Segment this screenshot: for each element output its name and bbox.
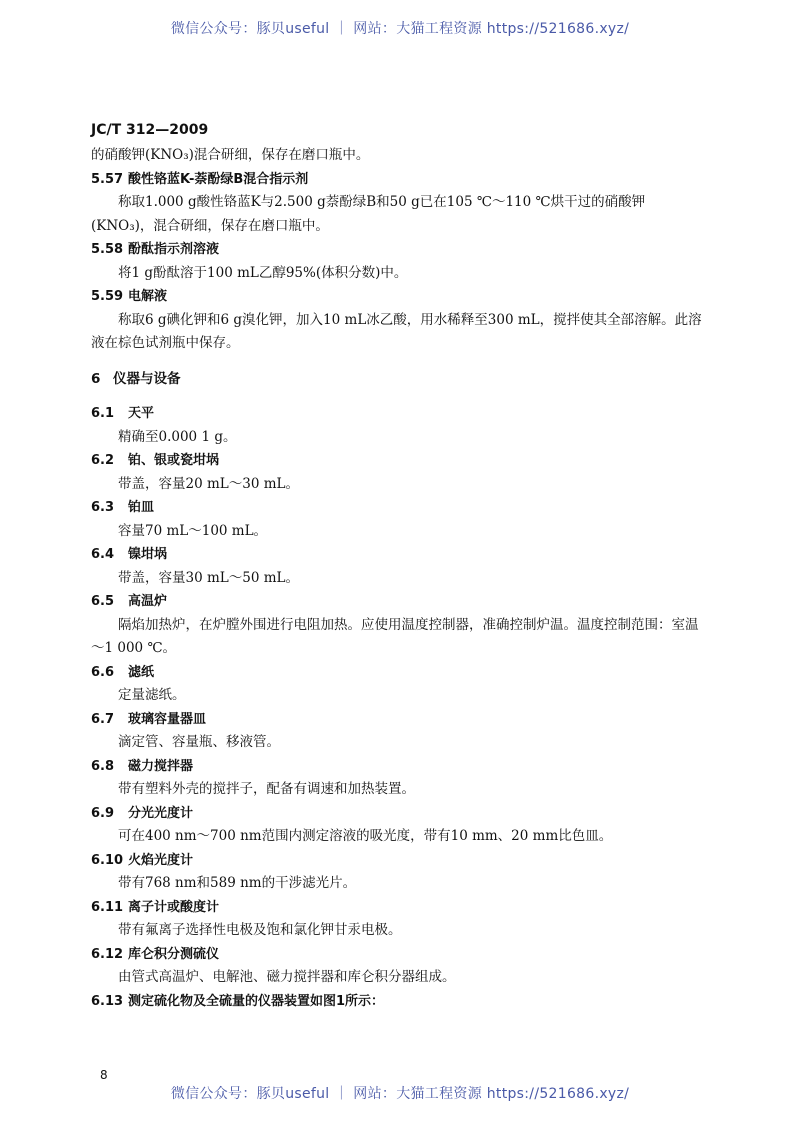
clause-heading xyxy=(91,896,721,920)
paragraph-line: (KNO₃)，混合研细，保存在磨口瓶中。 xyxy=(91,217,329,234)
clause-title: 火焰光度计 xyxy=(128,852,194,868)
clause-title: 玻璃容量器皿 xyxy=(128,711,207,727)
clause-title: 铂、银或瓷坩埚 xyxy=(128,453,220,468)
clause-number: 6.11 xyxy=(91,899,124,915)
watermark-top: 微信公众号：豚贝useful ｜ 网站：大猫工程资源 https://521686.xyz/ xyxy=(170,21,630,37)
clause-number: 6.9 xyxy=(91,805,115,821)
paragraph-line: 带有768 nm和589 nm的干涉滤光片。 xyxy=(118,875,357,891)
clause-heading xyxy=(91,238,721,262)
watermark-bottom: 微信公众号：豚贝useful ｜ 网站：大猫工程资源 https://521686.xyz/ xyxy=(170,1086,630,1102)
clause-number: 6.3 xyxy=(91,500,115,515)
clause-heading xyxy=(91,802,721,826)
paragraph-line: 定量滤纸。 xyxy=(118,687,186,703)
paragraph-line: 带有塑料外壳的搅拌子，配备有调速和加热装置。 xyxy=(118,781,415,797)
clause-heading xyxy=(91,590,721,614)
clause-heading xyxy=(91,849,721,873)
clause-number: 6.7 xyxy=(91,711,115,727)
clause-number: 5.59 xyxy=(91,289,124,304)
paragraph-line: ～1 000 ℃。 xyxy=(91,640,177,656)
paragraph-line: 称取6 g碘化钾和6 g溴化钾，加入10 mL冰乙酸，用水稀释至300 mL，搅拌使其全部溶解。此溶 xyxy=(118,311,702,328)
clause-title: 电解液 xyxy=(128,289,168,304)
clause-title: 磁力搅拌器 xyxy=(128,758,194,774)
clause-title: 库仑积分测硫仪 xyxy=(128,946,220,962)
clause-title: 滤纸 xyxy=(128,664,155,680)
clause-number: 5.57 xyxy=(91,171,124,187)
clause-number: 5.58 xyxy=(91,242,124,257)
paragraph-line: 容量70 mL～100 mL。 xyxy=(118,522,268,539)
clause-number: 6.1 xyxy=(91,406,115,421)
clause-number: 6.13 xyxy=(91,993,124,1009)
clause-number: 6.8 xyxy=(91,758,115,774)
paragraph-line: 滴定管、容量瓶、移液管。 xyxy=(118,734,280,750)
paragraph-line: 将1 g酚酞溶于100 mL乙醇95%(体积分数)中。 xyxy=(118,264,408,281)
paragraph-line: 称取1.000 g酸性铬蓝K与2.500 g萘酚绿B和50 g已在105 ℃～110 ℃烘干过的硝酸钾 xyxy=(118,194,646,210)
section-number: 6 xyxy=(91,370,101,387)
clause-heading xyxy=(91,708,721,732)
clause-number: 6.4 xyxy=(91,547,115,562)
clause-heading xyxy=(91,755,721,779)
page-number: 8 xyxy=(100,1068,108,1082)
clause-heading xyxy=(91,661,721,685)
clause-title: 镍坩埚 xyxy=(128,547,168,562)
clause-heading xyxy=(91,402,721,426)
clause-title: 离子计或酸度计 xyxy=(128,899,220,915)
clause-title: 高温炉 xyxy=(128,594,168,609)
clause-heading xyxy=(91,496,721,520)
paragraph-line: 的硝酸钾(KNO₃)混合研细，保存在磨口瓶中。 xyxy=(91,147,370,163)
clause-heading xyxy=(91,449,721,473)
paragraph-line: 带盖，容量30 mL～50 mL。 xyxy=(118,569,299,586)
clause-title: 酚酞指示剂溶液 xyxy=(128,242,220,257)
paragraph-line: 液在棕色试剂瓶中保存。 xyxy=(91,335,240,351)
clause-title: 酸性铬蓝K-萘酚绿B混合指示剂 xyxy=(128,171,309,187)
paragraph-line: 隔焰加热炉，在炉膛外围进行电阻加热。应使用温度控制器，准确控制炉温。温度控制范围：室温 xyxy=(118,616,699,633)
paragraph-line: 由管式高温炉、电解池、磁力搅拌器和库仑积分器组成。 xyxy=(118,969,456,985)
clause-number: 6.2 xyxy=(91,453,115,468)
clause-number: 6.6 xyxy=(91,664,115,680)
clause-title: 分光光度计 xyxy=(128,805,194,821)
clause-heading xyxy=(91,543,721,567)
clause-title: 天平 xyxy=(128,406,155,421)
clause-number: 6.5 xyxy=(91,594,115,609)
document-body xyxy=(91,144,721,1013)
document-code: JC/T 312—2009 xyxy=(91,122,209,138)
paragraph-line: 带盖，容量20 mL～30 mL。 xyxy=(118,475,299,492)
paragraph-line: 可在400 nm～700 nm范围内测定溶液的吸光度，带有10 mm、20 mm比色皿。 xyxy=(118,828,613,844)
clause-title: 测定硫化物及全硫量的仪器装置如图1所示： xyxy=(128,993,385,1009)
clause-heading xyxy=(91,943,721,967)
paragraph-line: 精确至0.000 1 g。 xyxy=(118,428,237,445)
clause-heading xyxy=(91,990,721,1014)
clause-number: 6.10 xyxy=(91,852,124,868)
clause-title: 铂皿 xyxy=(128,500,155,515)
clause-heading xyxy=(91,168,721,192)
paragraph-line: 带有氟离子选择性电极及饱和氯化钾甘汞电极。 xyxy=(118,922,402,938)
section-heading xyxy=(91,368,721,392)
clause-number: 6.12 xyxy=(91,946,124,962)
clause-heading xyxy=(91,285,721,309)
section-title: 仪器与设备 xyxy=(113,370,181,387)
